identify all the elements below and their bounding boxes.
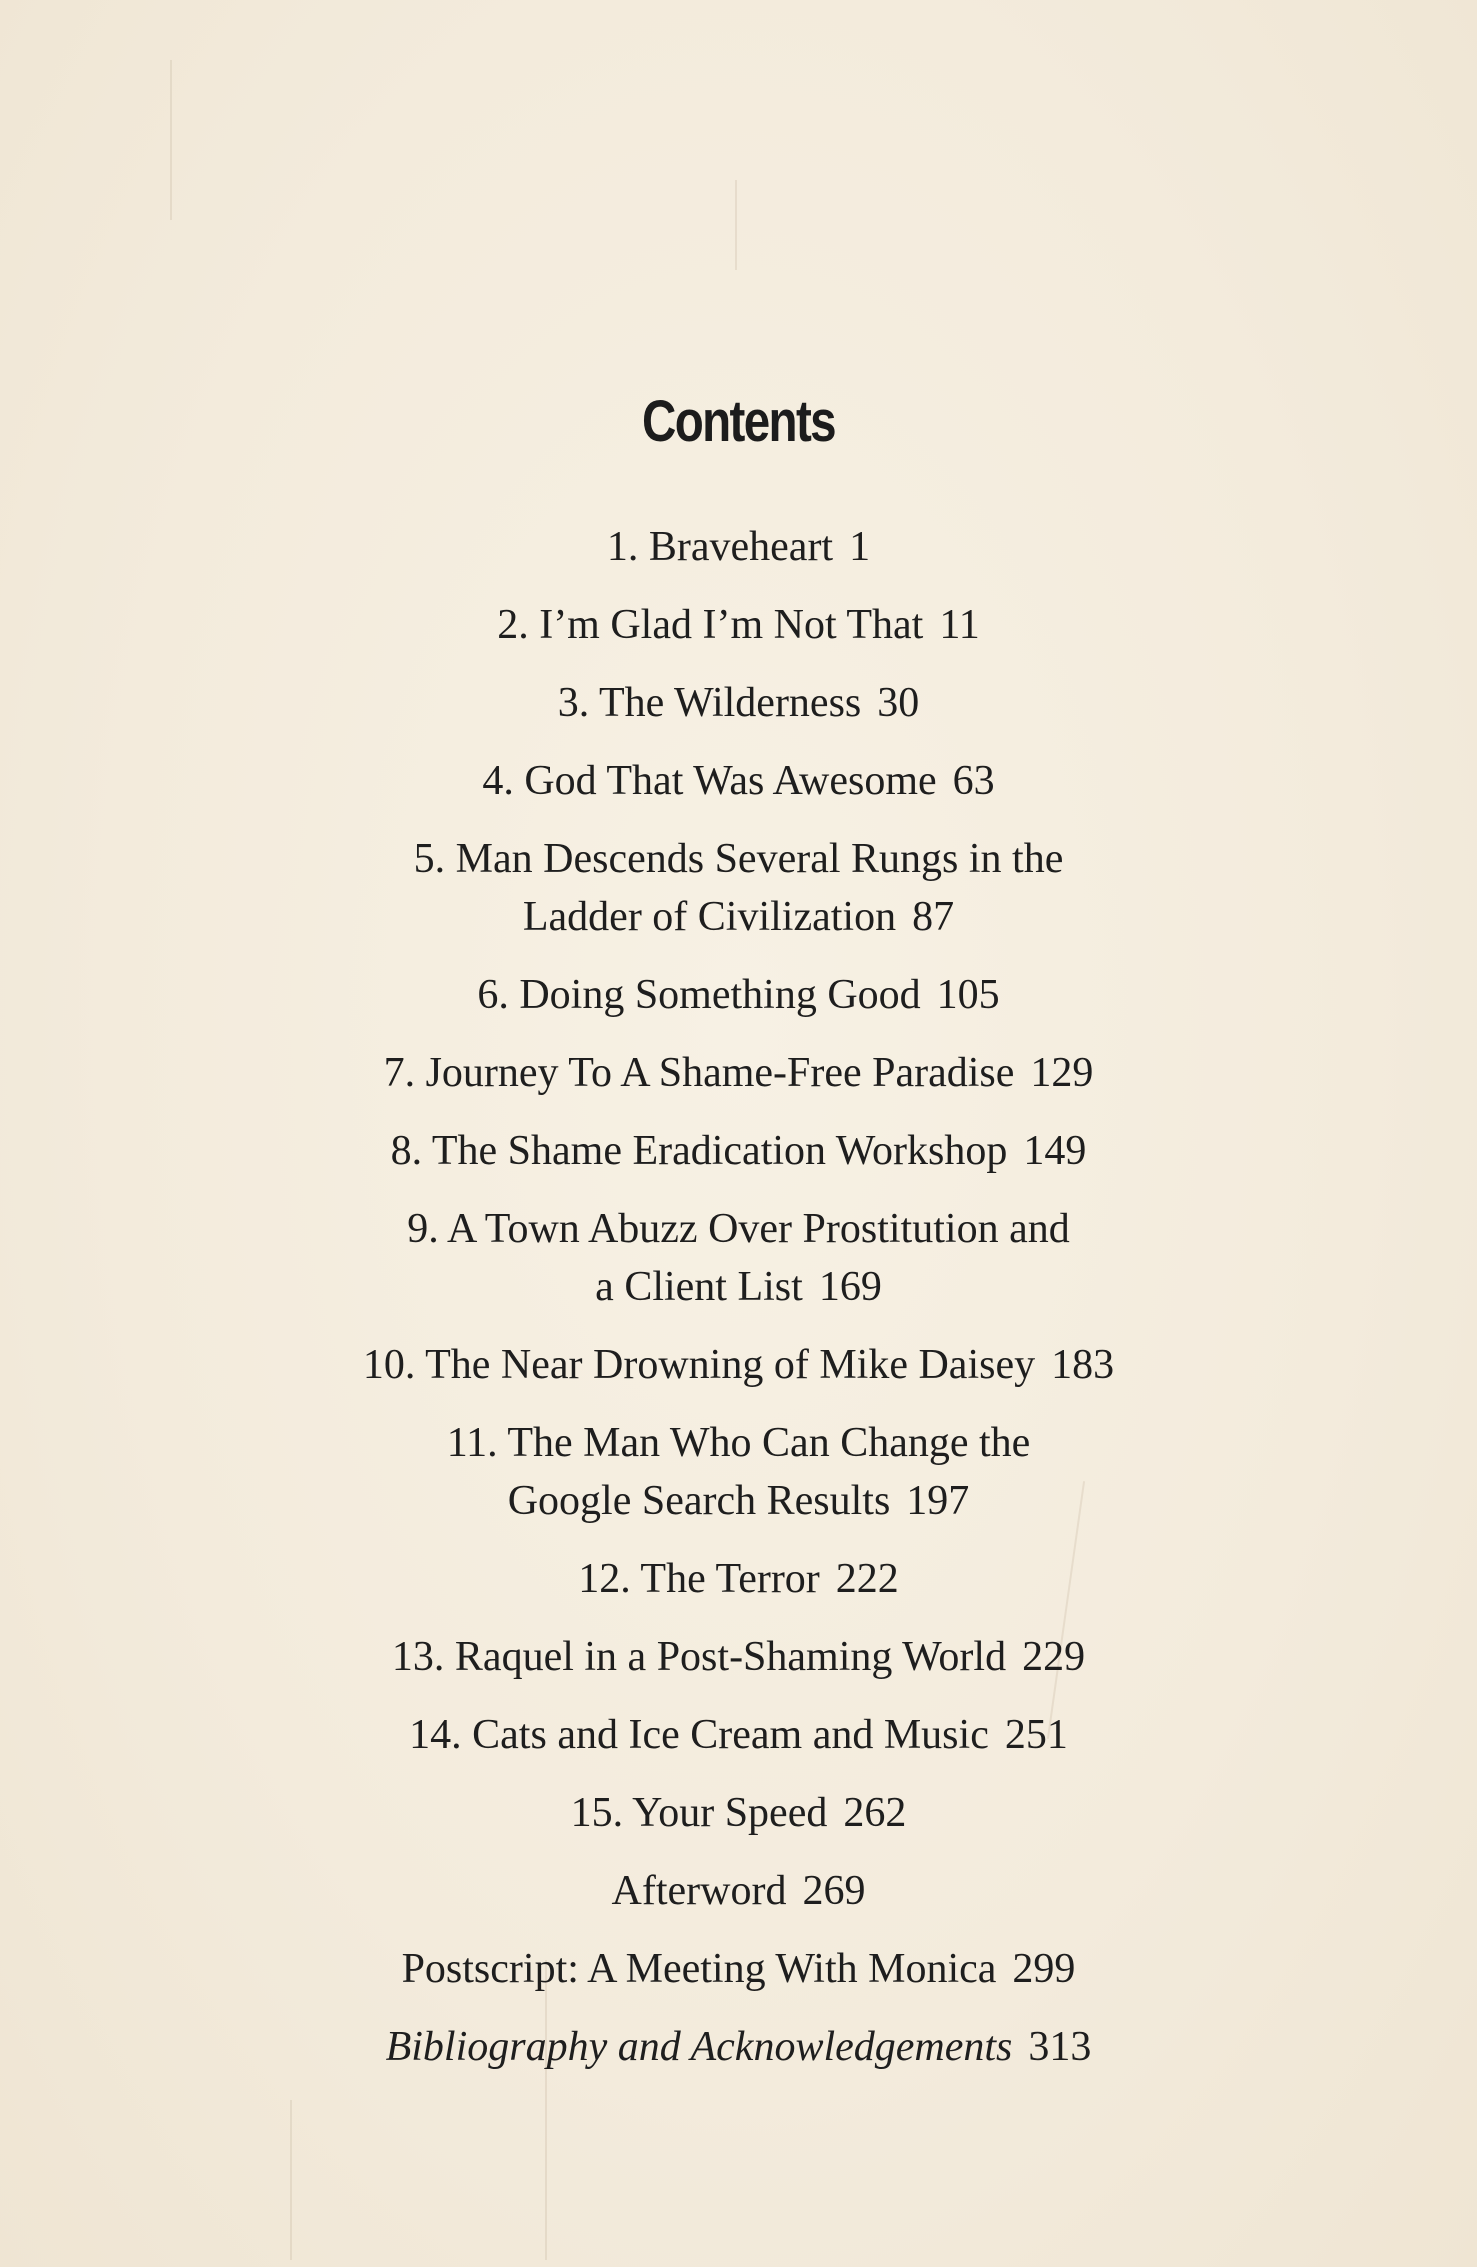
table-of-contents [0,518,1477,2096]
toc-entry [0,1706,1477,1764]
toc-entry [0,1122,1477,1180]
toc-entry-title: 11. The Man Who Can Change the [446,1420,1031,1466]
toc-entry-page-number: 197 [906,1478,970,1524]
toc-entry [0,1200,1477,1316]
toc-entry-line [0,518,1477,576]
toc-entry-line [0,1940,1477,1998]
toc-entry-line [0,1200,1477,1258]
toc-entry-page-number: 30 [877,680,920,726]
toc-entry-page-number: 222 [835,1556,899,1602]
toc-entry-title: Postscript: A Meeting With Monica [401,1946,997,1992]
toc-entry-line [0,1628,1477,1686]
toc-entry [0,596,1477,654]
toc-entry-page-number: 129 [1030,1050,1094,1096]
toc-entry-title: 7. Journey To A Shame-Free Paradise [383,1050,1015,1096]
toc-entry-page-number: 149 [1023,1128,1087,1174]
toc-entry-page-number: 251 [1004,1712,1068,1758]
toc-entry [0,1414,1477,1530]
toc-entry-title: a Client List [595,1264,803,1310]
toc-entry-line [0,1258,1477,1316]
toc-entry-title: 5. Man Descends Several Rungs in the [413,836,1064,882]
toc-entry-page-number: 1 [849,524,871,570]
toc-entry-title: 2. I’m Glad I’m Not That [497,602,924,648]
toc-entry-line [0,966,1477,1024]
toc-entry-line [0,1044,1477,1102]
toc-entry-page-number: 183 [1051,1342,1115,1388]
toc-entry-title: Bibliography and Acknowledgements [385,2024,1013,2070]
toc-entry-line [0,1122,1477,1180]
toc-entry [0,1044,1477,1102]
toc-entry-title: 15. Your Speed [570,1790,828,1836]
toc-entry-title: 12. The Terror [578,1556,820,1602]
toc-entry-line [0,1862,1477,1920]
paper-crease [290,2100,292,2260]
toc-entry-page-number: 313 [1028,2024,1092,2070]
paper-crease [735,180,737,270]
toc-entry [0,674,1477,732]
toc-entry-title: 10. The Near Drowning of Mike Daisey [362,1342,1036,1388]
toc-entry-page-number: 169 [818,1264,882,1310]
toc-entry-title: Google Search Results [507,1478,891,1524]
toc-entry-title: Ladder of Civilization [522,894,897,940]
toc-entry-line [0,1784,1477,1842]
toc-entry [0,1862,1477,1920]
toc-entry-page-number: 87 [912,894,955,940]
toc-entry-line [0,2018,1477,2076]
toc-entry-title: 8. The Shame Eradication Workshop [390,1128,1008,1174]
toc-entry-line [0,752,1477,810]
toc-entry-page-number: 299 [1012,1946,1076,1992]
toc-entry-line [0,1550,1477,1608]
toc-entry-page-number: 11 [939,602,980,648]
toc-entry-page-number: 229 [1022,1634,1086,1680]
toc-entry-title: 1. Braveheart [606,524,834,570]
toc-entry [0,752,1477,810]
toc-entry-page-number: 105 [936,972,1000,1018]
toc-entry-line [0,1472,1477,1530]
toc-entry-line [0,1336,1477,1394]
toc-entry [0,966,1477,1024]
toc-entry-title: 9. A Town Abuzz Over Prostitution and [407,1206,1070,1252]
toc-entry-title: 13. Raquel in a Post-Shaming World [391,1634,1007,1680]
toc-entry [0,2018,1477,2076]
toc-entry-title: 3. The Wilderness [557,680,862,726]
toc-entry [0,1550,1477,1608]
toc-entry-title: 4. God That Was Awesome [482,758,937,804]
toc-entry-line [0,1706,1477,1764]
toc-entry [0,1940,1477,1998]
toc-entry-line [0,674,1477,732]
toc-entry-page-number: 269 [802,1868,866,1914]
toc-entry-title: 6. Doing Something Good [477,972,921,1018]
toc-entry-title: 14. Cats and Ice Cream and Music [409,1712,989,1758]
toc-entry-line [0,830,1477,888]
toc-entry [0,830,1477,946]
toc-entry [0,1784,1477,1842]
toc-entry [0,1628,1477,1686]
toc-entry-line [0,596,1477,654]
toc-entry-title: Afterword [611,1868,787,1914]
toc-entry-line [0,888,1477,946]
toc-entry-page-number: 262 [843,1790,907,1836]
toc-entry [0,1336,1477,1394]
toc-entry-page-number: 63 [952,758,995,804]
toc-entry [0,518,1477,576]
paper-crease [170,60,172,220]
toc-entry-line [0,1414,1477,1472]
contents-heading: Contents [642,388,835,454]
